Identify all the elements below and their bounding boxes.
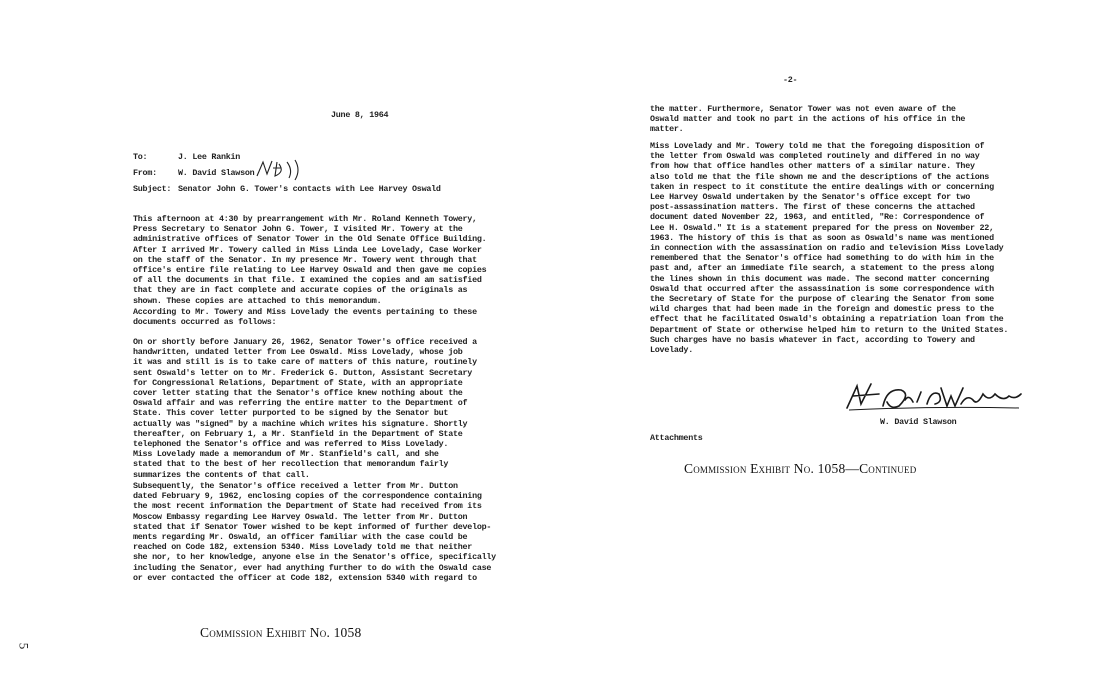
body-paragraph: This afternoon at 4:30 by prearrangement with Mr. Roland Kenneth Towery, Press Secretary to Senator John G. Tower, I visited Mr. Towery at the administrative offices of Senator Tower in the Old Senate Office Building. After I arrived Mr. Towery called in Miss Linda Lee Lovelady, Case Worker on the staff of the Senator. In my presence Mr. Towery went through that office's entire file relating to Lee Harvey Oswald and then gave me copies of all the documents in that file. I examined the copies and am satisfied that they are in fact complete and accurate copies of the originals as shown. These copies are attached to this memorandum. [133,214,487,306]
exhibit-caption-continued: Commission Exhibit No. 1058—Continued [684,461,917,476]
memo-date: June 8, 1964 [331,110,389,120]
from-line [133,168,254,178]
exhibit-caption: Commission Exhibit No. 1058 [200,625,362,640]
from-value: W. David Slawson [178,168,255,178]
attachments-label: Attachments [650,433,703,443]
signature-name: W. David Slawson [880,417,957,427]
subject-line [133,184,441,194]
body-paragraph: Subsequently, the Senator's office received a letter from Mr. Dutton dated February 9, 1962, enclosing copies of the correspondence containing the most recent information the Department of State had received from its Moscow Embassy regarding Lee Harvey Oswald. The letter from Mr. Dutton stated that if Senator Tower wished to be kept informed of further develop- ments regarding Mr. Oswald, an officer familiar with the case could be reached on Code 182, extension 5340. Miss Lovelady told me that neither she nor, to her knowledge, anyone else in the Senator's office, specifically including the Senator, ever had anything further to do with the Oswald case or ever contacted the officer at Code 182, extension 5340 with regard to [133,481,496,583]
body-paragraph: According to Mr. Towery and Miss Lovelady the events pertaining to these documents occurred as follows: [133,307,477,328]
subject-value: Senator John G. Tower's contacts with Lee Harvey Oswald [178,184,441,194]
from-label: From: [133,168,157,178]
to-value: J. Lee Rankin [178,152,241,162]
page-edge-mark: 5 [16,642,32,650]
to-label: To: [133,152,148,162]
handwritten-initials [255,158,303,182]
to-line [133,152,240,162]
body-paragraph: Miss Lovelady and Mr. Towery told me that the foregoing disposition of the letter from Oswald was completed routinely and differed in no way from how that office handles other matters of a similar nature. They also told me that the file shown me and the descriptions of the actions taken in respect to it constitute the entire dealings with or concerning Lee Harvey Oswald undertaken by the Senator's office except for two post-assassination matters. The first of these concerns the attached document dated November 22, 1963, and entitled, "Re: Correspondence of Lee H. Oswald." It is a statement prepared for the press on November 22, 1963. The history of this is that as soon as Oswald's name was mentioned in connection with the assassination on radio and television Miss Lovelady remembered that the Senator's office had something to do with him in the past and, after an immediate file search, a statement to the press along the lines shown in this document was made. The second matter concerning Oswald that occurred after the assassination is some correspondence with the Secretary of State for the purpose of clearing the Senator from some wild charges that had been made in the foreign and domestic press to the effect that he facilitated Oswald's obtaining a repatriation loan from the Department of State or otherwise helped him to return to the United States. Such charges have no basis whatever in fact, according to Towery and Lovelady. [650,141,1009,356]
page-number: -2- [783,75,798,85]
right-page [547,0,1094,691]
handwritten-signature [843,380,1025,414]
body-paragraph: the matter. Furthermore, Senator Tower was not even aware of the Oswald matter and took no part in the actions of his office in the matter. [650,104,966,135]
subject-label: Subject: [133,184,172,194]
body-paragraph: On or shortly before January 26, 1962, Senator Tower's office received a handwritten, undated letter from Lee Oswald. Miss Lovelady, whose job it was and still is is to take care of matters of this nature, routinely sent Oswald's letter on to Mr. Frederick G. Dutton, Assistant Secretary for Congressional Relations, Department of State, with an appropriate cover letter stating that the Senator's office knew nothing about the Oswald affair and was referring the entire matter to the Department of State. This cover letter purported to be signed by the Senator but actually was "signed" by a machine which writes his signature. Shortly thereafter, on February 1, a Mr. Stanfield in the Department of State telephoned the Senator's office and was referred to Miss Lovelady. Miss Lovelady made a memorandum of Mr. Stanfield's call, and she stated that to the best of her recollection that memorandum fairly summarizes the contents of that call. [133,337,477,480]
